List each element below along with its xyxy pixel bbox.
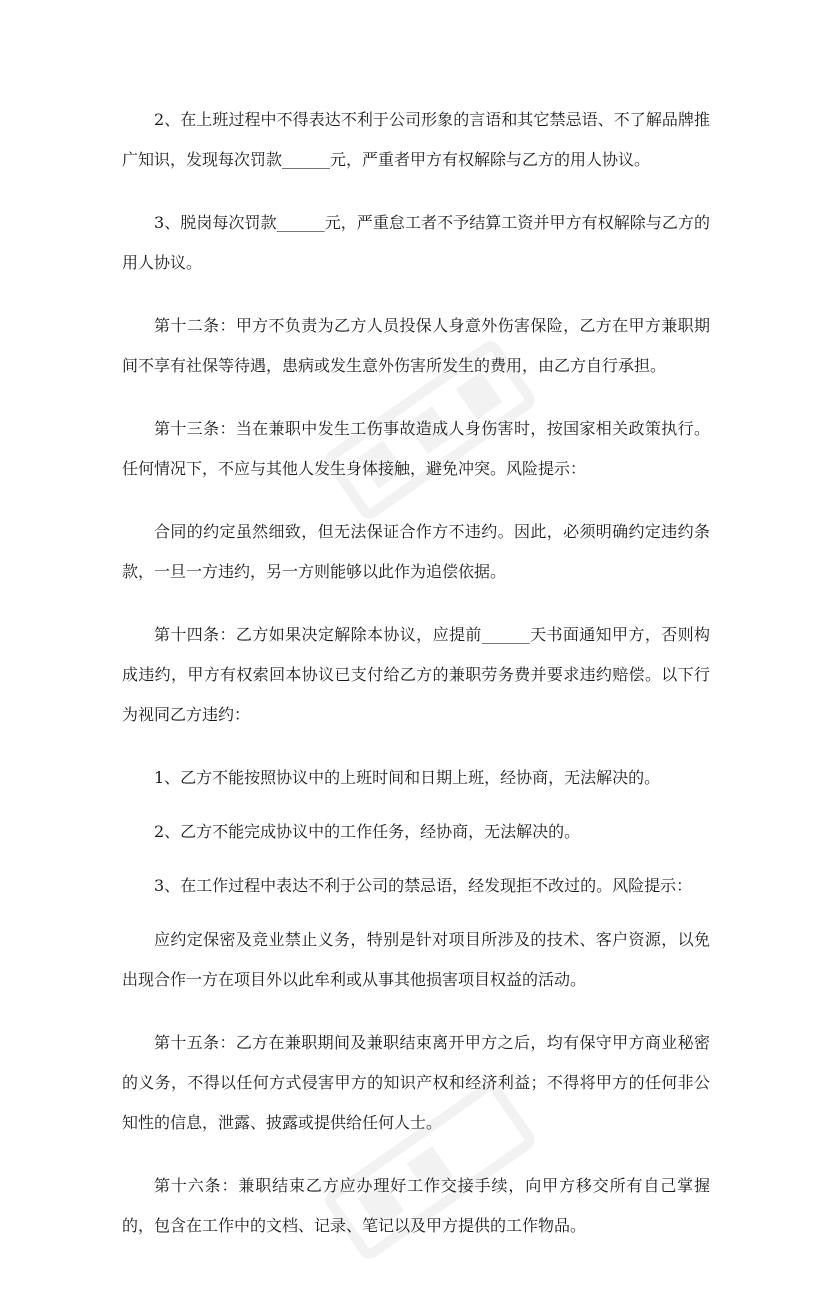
document-body (122, 100, 710, 1269)
paragraph-article-14: 第十四条：乙方如果决定解除本协议，应提前______天书面通知甲方，否则构成违约，甲方有权索回本协议已支付给乙方的兼职劳务费并要求违约赔偿。以下行为视同乙方违约： (122, 625, 710, 724)
paragraph-article-13: 第十三条：当在兼职中发生工伤事故造成人身伤害时，按国家相关政策执行。任何情况下，不应与其他人发生身体接触，避免冲突。风险提示： (122, 419, 710, 478)
paragraph-breach-item-3: 3、在工作过程中表达不利于公司的禁忌语，经发现拒不改过的。风险提示： (154, 876, 693, 895)
paragraph-article-15: 第十五条：乙方在兼职期间及兼职结束离开甲方之后，均有保守甲方商业秘密的义务，不得以任何方式侵害甲方的知识产权和经济利益；不得将甲方的任何非公知性的信息，泄露、披露或提供给任何人士。 (122, 1033, 710, 1132)
paragraph-article-12: 第十二条：甲方不负责为乙方人员投保人身意外伤害保险，乙方在甲方兼职期间不享有社保等待遇，患病或发生意外伤害所发生的费用，由乙方自行承担。 (122, 316, 710, 375)
paragraph-penalty-image: 2、在上班过程中不得表达不利于公司形象的言语和其它禁忌语、不了解品牌推广知识，发现每次罚款______元，严重者甲方有权解除与乙方的用人协议。 (122, 110, 710, 169)
paragraph-breach-item-1: 1、乙方不能按照协议中的上班时间和日期上班，经协商，无法解决的。 (154, 768, 661, 787)
paragraph-risk-note-breach: 合同的约定虽然细致，但无法保证合作方不违约。因此，必须明确约定违约条款，一旦一方违约，另一方则能够以此作为追偿依据。 (122, 522, 710, 581)
paragraph-article-16: 第十六条：兼职结束乙方应办理好工作交接手续，向甲方移交所有自己掌握的，包含在工作中的文档、记录、笔记以及甲方提供的工作物品。 (122, 1176, 710, 1235)
paragraph-penalty-absence: 3、脱岗每次罚款______元，严重怠工者不予结算工资并甲方有权解除与乙方的用人协议。 (122, 213, 710, 272)
paragraph-breach-item-2: 2、乙方不能完成协议中的工作任务，经协商，无法解决的。 (154, 822, 581, 841)
paragraph-risk-note-confidentiality: 应约定保密及竞业禁止义务，特别是针对项目所涉及的技术、客户资源，以免出现合作一方在项目外以此牟利或从事其他损害项目权益的活动。 (122, 930, 710, 989)
